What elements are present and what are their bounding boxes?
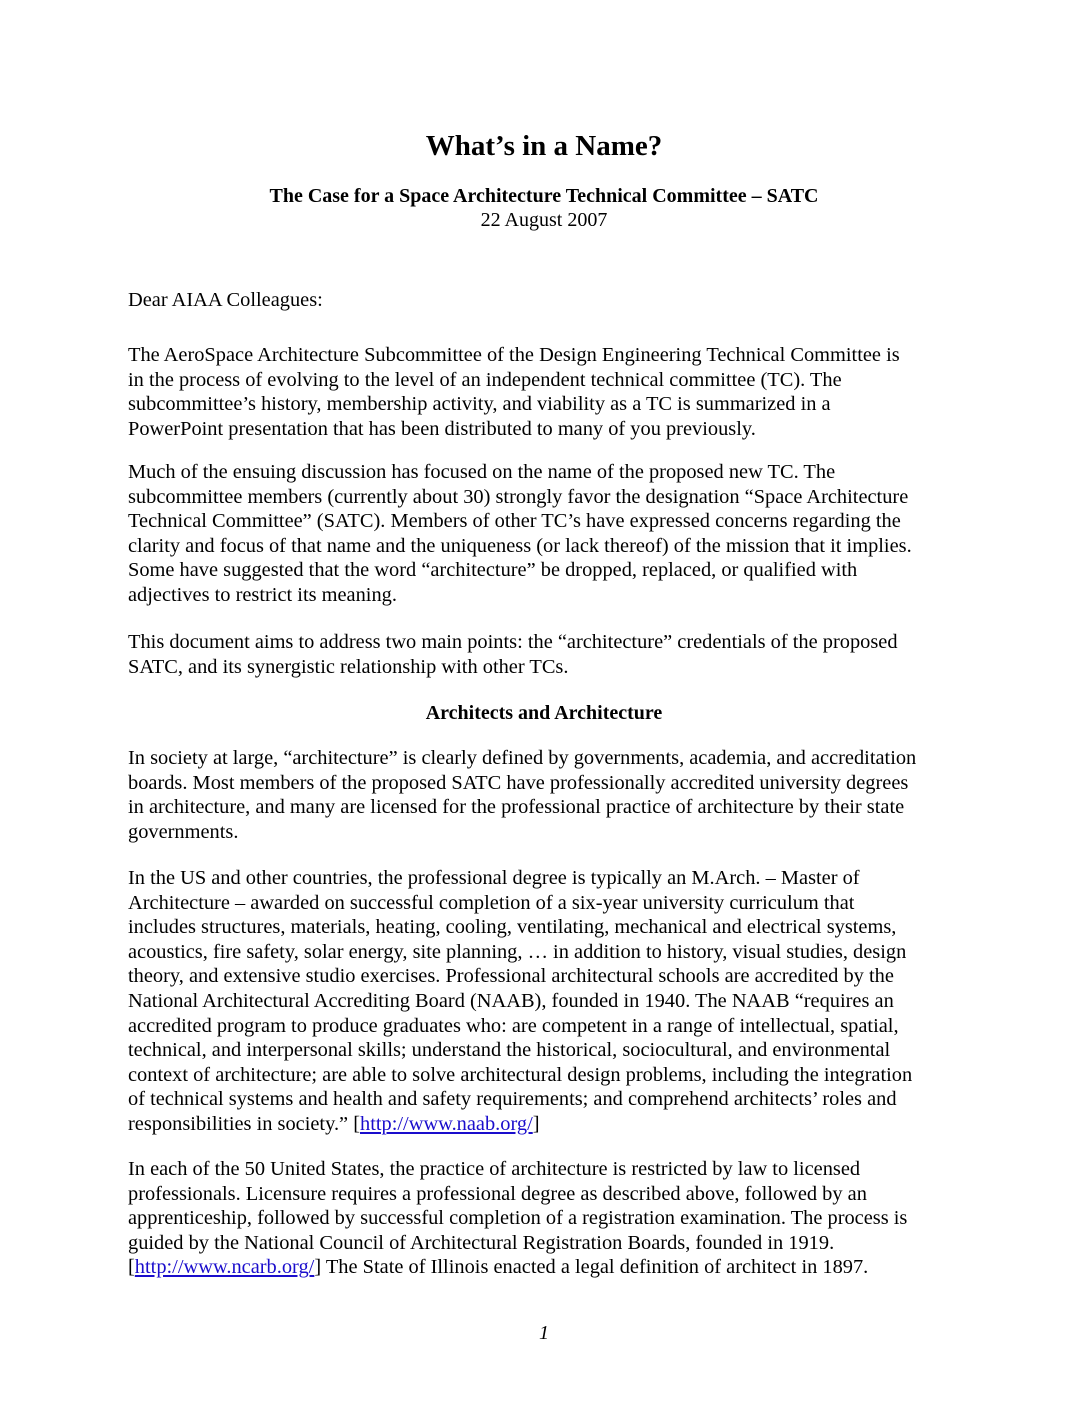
text-line: adjectives to restrict its meaning. (128, 583, 397, 606)
text-line: In society at large, “architecture” is clearly defined by governments, academia, and accreditation (128, 747, 917, 769)
text-line: accredited program to produce graduates who: are competent in a range of intellectual, spatial, (128, 1014, 899, 1037)
document-date: 22 August 2007 (480, 209, 608, 231)
text-fragment: ] (532, 1112, 540, 1135)
text-line (128, 1255, 968, 1280)
text-line: professionals. Licensure requires a professional degree as described above, followed by an (128, 1182, 867, 1205)
text-line: clarity and focus of that name and the uniqueness (or lack thereof) of the mission that it implies. (128, 534, 912, 557)
text-line: guided by the National Council of Architectural Registration Boards, founded in 1919. (128, 1231, 835, 1254)
naab-link[interactable]: http://www.naab.org/ (360, 1112, 533, 1135)
text-line: governments. (128, 820, 239, 843)
ncarb-link[interactable]: http://www.ncarb.org/ (134, 1256, 315, 1279)
text-fragment: responsibilities in society.” [ (128, 1112, 360, 1135)
text-line: The AeroSpace Architecture Subcommittee of the Design Engineering Technical Committee is (128, 344, 900, 366)
paragraph-intro (128, 343, 968, 441)
paragraph-aims (128, 630, 968, 679)
paragraph-degree (128, 866, 968, 1137)
text-line: In each of the 50 United States, the practice of architecture is restricted by law to licensed (128, 1158, 861, 1180)
text-fragment: ] The State of Illinois enacted a legal definition of architect in 1897. (314, 1256, 869, 1279)
text-line: context of architecture; are able to solve architectural design problems, including the integration (128, 1063, 913, 1086)
document-subtitle: The Case for a Space Architecture Technical Committee – SATC (269, 185, 819, 207)
paragraph-discussion (128, 460, 968, 608)
text-line: Technical Committee” (SATC). Members of other TC’s have expressed concerns regarding the (128, 510, 901, 533)
text-line: includes structures, materials, heating, cooling, ventilating, mechanical and electrical systems, (128, 916, 897, 939)
page-number: 1 (539, 1322, 549, 1344)
text-line: National Architectural Accrediting Board (NAAB), founded in 1940. The NAAB “requires an (128, 989, 894, 1012)
document-title: What’s in a Name? (425, 130, 663, 162)
text-line: SATC, and its synergistic relationship with other TCs. (128, 655, 569, 678)
text-line: subcommittee members (currently about 30) strongly favor the designation “Space Architecture (128, 485, 909, 508)
paragraph-licensure (128, 1157, 968, 1280)
text-line: in architecture, and many are licensed for the professional practice of architecture by their state (128, 796, 905, 819)
text-line: in the process of evolving to the level of an independent technical committee (TC). The (128, 368, 842, 391)
text-line: technical, and interpersonal skills; understand the historical, sociocultural, and environmental (128, 1039, 891, 1062)
text-line: PowerPoint presentation that has been distributed to many of you previously. (128, 417, 756, 440)
text-line: apprenticeship, followed by successful completion of a registration examination. The process is (128, 1207, 908, 1230)
text-line (128, 1112, 968, 1137)
text-line: of technical systems and health and safety requirements; and comprehend architects’ roles and (128, 1088, 897, 1111)
salutation: Dear AIAA Colleagues: (128, 289, 323, 311)
paragraph-society (128, 746, 968, 844)
text-line: theory, and extensive studio exercises. Professional architectural schools are accredited by the (128, 965, 894, 988)
text-line: subcommittee’s history, membership activity, and viability as a TC is summarized in a (128, 393, 831, 416)
section-heading: Architects and Architecture (425, 702, 663, 724)
text-line: Some have suggested that the word “architecture” be dropped, replaced, or qualified with (128, 559, 858, 582)
text-fragment: [ (128, 1256, 135, 1279)
text-line: acoustics, fire safety, solar energy, site planning, … in addition to history, visual studies, design (128, 940, 907, 963)
text-line: Architecture – awarded on successful completion of a six-year university curriculum that (128, 891, 855, 914)
text-line: Much of the ensuing discussion has focused on the name of the proposed new TC. The (128, 461, 836, 483)
text-line: In the US and other countries, the professional degree is typically an M.Arch. – Master of (128, 867, 860, 889)
text-line: This document aims to address two main points: the “architecture” credentials of the proposed (128, 631, 898, 653)
text-line: boards. Most members of the proposed SATC have professionally accredited university degrees (128, 771, 909, 794)
